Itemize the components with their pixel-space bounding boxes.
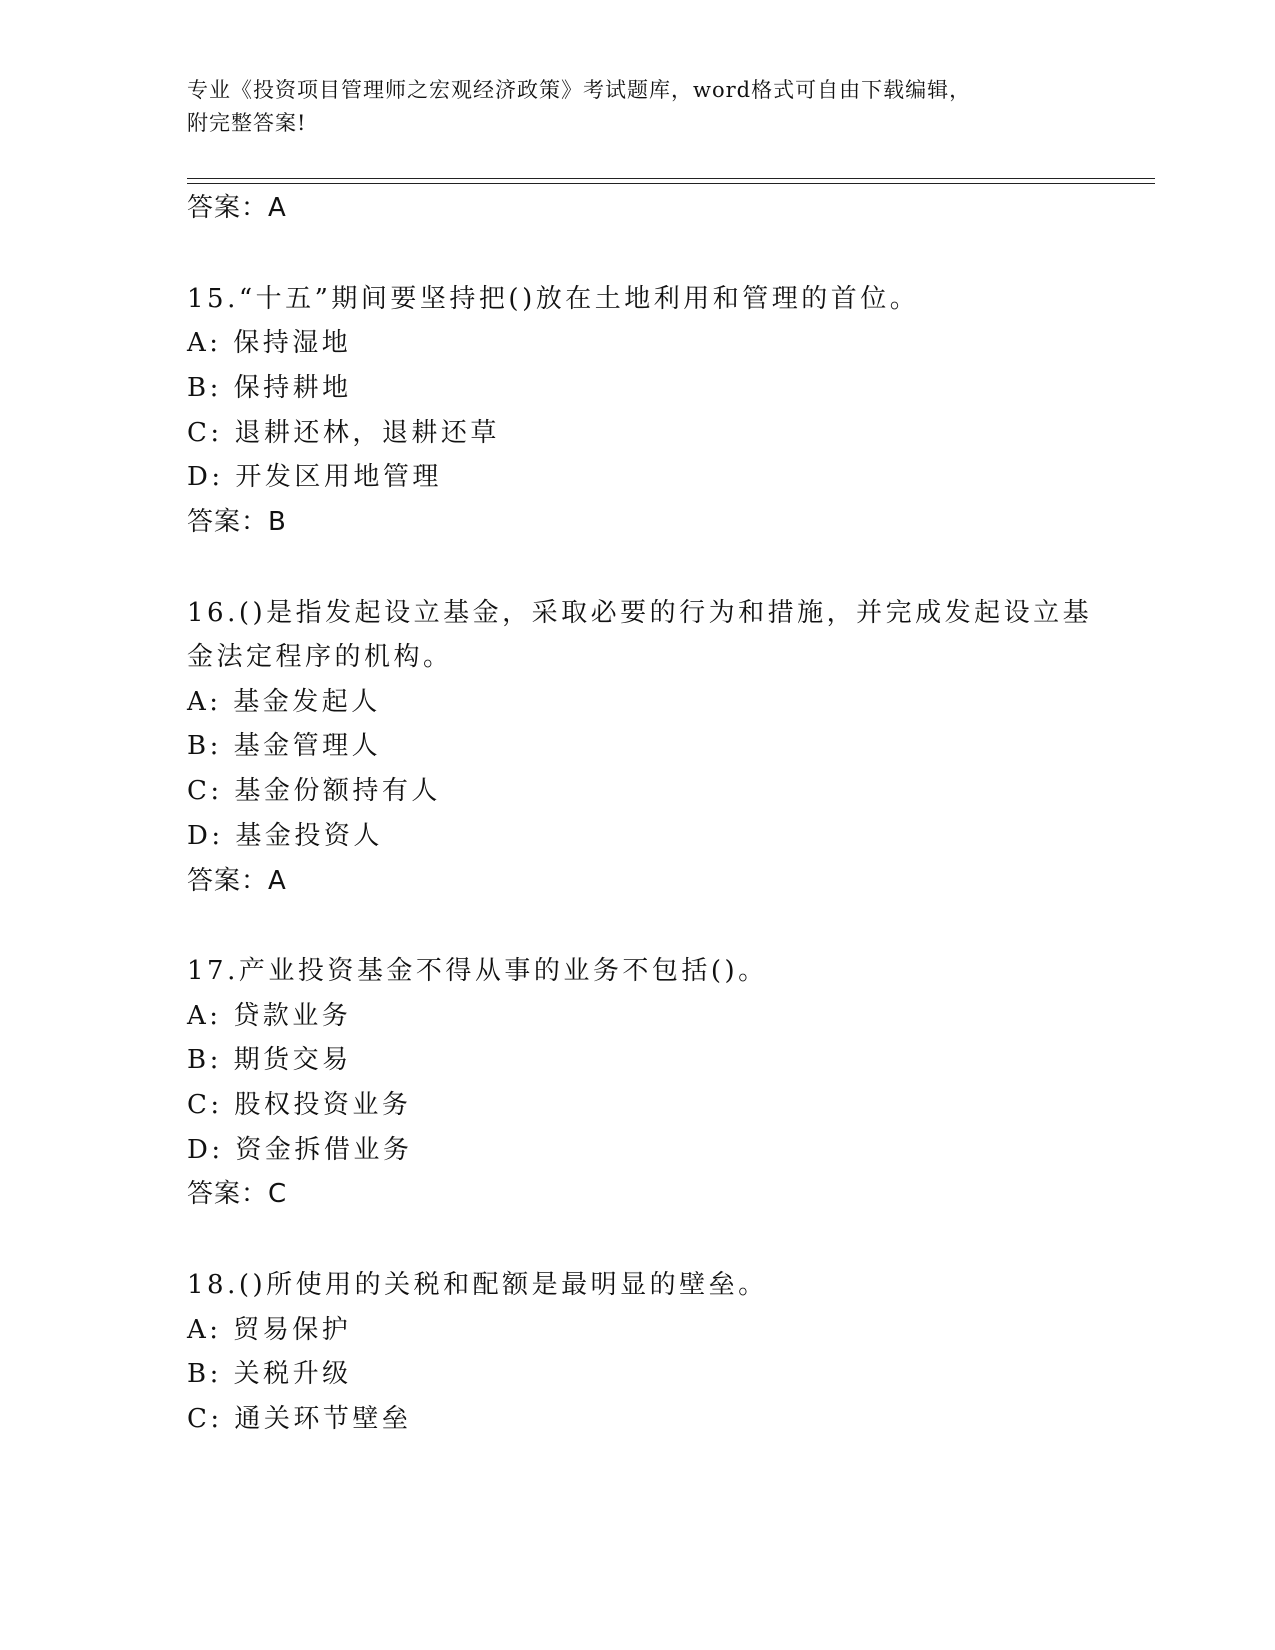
question-17-option-b: B: 期货交易: [187, 1045, 352, 1075]
question-18-option-a: A: 贸易保护: [187, 1315, 352, 1345]
question-15-option-a: A: 保持湿地: [187, 328, 352, 358]
header-line-1: 专业《投资项目管理师之宏观经济政策》考试题库，word格式可自由下载编辑，: [187, 78, 972, 102]
question-16-stem-line-1: 16.()是指发起设立基金，采取必要的行为和措施，并完成发起设立基: [187, 598, 1093, 628]
answer-17: 答案：C: [187, 1179, 288, 1209]
question-15-option-b: B: 保持耕地: [187, 373, 352, 403]
header-rule-bottom: [187, 183, 1155, 184]
question-17-stem: 17.产业投资基金不得从事的业务不包括()。: [187, 956, 768, 986]
question-16-option-c: C: 基金份额持有人: [187, 776, 441, 806]
question-17-option-c: C: 股权投资业务: [187, 1090, 412, 1120]
question-15-option-c: C: 退耕还林，退耕还草: [187, 418, 500, 448]
question-16-option-b: B: 基金管理人: [187, 731, 382, 761]
answer-16: 答案：A: [187, 866, 287, 896]
question-16-option-a: A: 基金发起人: [187, 687, 381, 717]
question-18-option-b: B: 关税升级: [187, 1359, 352, 1389]
answer-14: 答案：A: [187, 193, 287, 223]
question-18-stem: 18.()所使用的关税和配额是最明显的壁垒。: [187, 1270, 768, 1300]
question-18-option-c: C: 通关环节壁垒: [187, 1404, 412, 1434]
question-17-option-d: D: 资金拆借业务: [187, 1135, 413, 1165]
question-17-option-a: A: 贷款业务: [187, 1001, 352, 1031]
answer-15: 答案：B: [187, 507, 287, 537]
question-15-stem: 15.“十五”期间要坚持把()放在土地利用和管理的首位。: [187, 284, 920, 314]
header-line-2: 附完整答案!: [187, 111, 307, 135]
document-header: [187, 74, 1067, 140]
header-rule-top: [187, 178, 1155, 179]
question-16-option-d: D: 基金投资人: [187, 821, 383, 851]
question-16-stem-line-2: 金法定程序的机构。: [187, 642, 453, 672]
question-15-option-d: D: 开发区用地管理: [187, 462, 442, 492]
